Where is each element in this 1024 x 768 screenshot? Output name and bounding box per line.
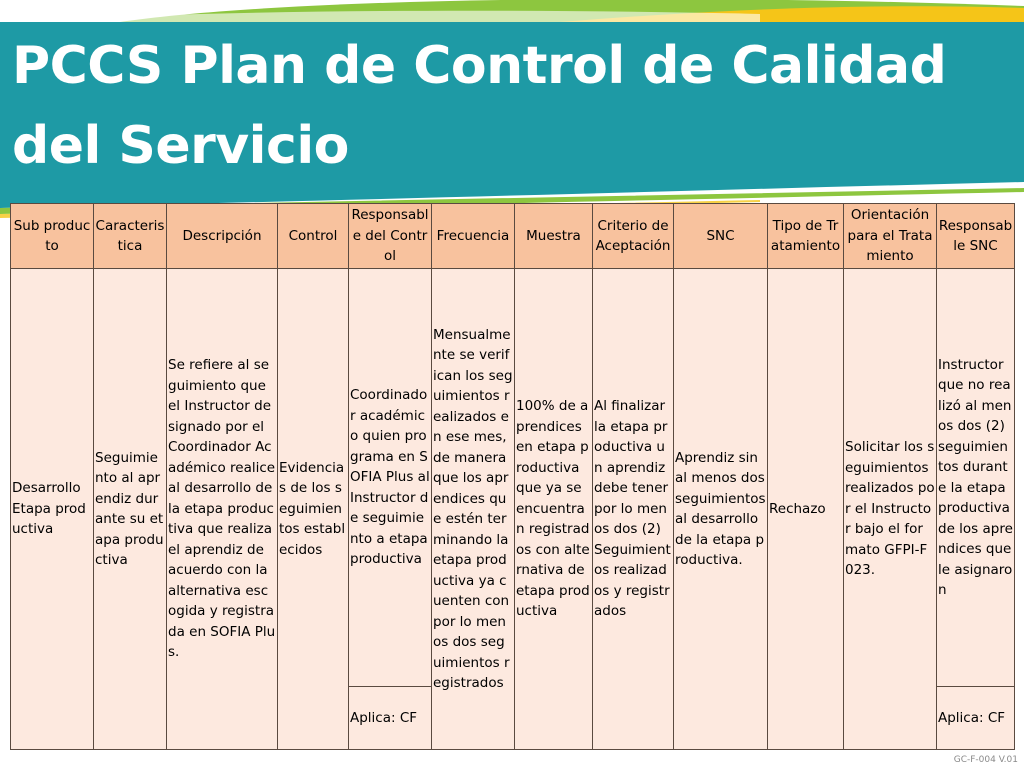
header-control: Control <box>278 204 349 269</box>
cell-muestra: 100% de aprendices en etapa productiva que ya se encuentran registrados con alternativa de etapa productiva <box>515 269 593 750</box>
cell-criterio: Al finalizar la etapa productiva un aprendiz debe tener por lo menos dos (2) Seguimientos realizados y registrados <box>593 269 674 750</box>
page-title: PCCS Plan de Control de Calidad del Servicio <box>12 36 947 176</box>
cell-responsable-control-aplica: Aplica: CF <box>349 687 432 750</box>
cell-caracteristica: Seguimiento al aprendiz durante su etapa productiva <box>94 269 167 750</box>
header-descripcion: Descripción <box>167 204 278 269</box>
cell-sub-producto: Desarrollo Etapa productiva <box>11 269 94 750</box>
cell-responsable-control: Coordinador académico quien programa en SOFIA Plus al Instructor de seguimiento a etapa productiva <box>349 269 432 687</box>
cell-responsable-snc-aplica: Aplica: CF <box>937 687 1015 750</box>
cell-responsable-snc: Instructor que no realizó al menos dos (2) seguimientos durante la etapa productiva de los aprendices que le asignaron <box>937 269 1015 687</box>
header-responsable-snc: Responsable SNC <box>937 204 1015 269</box>
cell-descripcion: Se refiere al seguimiento que el Instructor designado por el Coordinador Académico realice al desarrollo de la etapa productiva que realiza el aprendiz de acuerdo con la alternativa escogida y registrada en SOFIA Plus. <box>167 269 278 750</box>
cell-frecuencia: Mensualmente se verifican los seguimientos realizados en ese mes, de manera que los aprendices que estén terminando la etapa productiva ya cuenten con por lo menos dos seguimientos registrados <box>432 269 515 750</box>
header-orientacion: Orientación para el Tratamiento <box>844 204 937 269</box>
header-tipo-tratamiento: Tipo de Tratamiento <box>768 204 844 269</box>
header-frecuencia: Frecuencia <box>432 204 515 269</box>
cell-tipo-tratamiento: Rechazo <box>768 269 844 750</box>
cell-snc: Aprendiz sin al menos dos seguimientos al desarrollo de la etapa productiva. <box>674 269 768 750</box>
header-snc: SNC <box>674 204 768 269</box>
header-muestra: Muestra <box>515 204 593 269</box>
cell-orientacion: Solicitar los seguimientos realizados por el Instructor bajo el formato GFPI-F023. <box>844 269 937 750</box>
cell-control: Evidencias de los seguimientos establecidos <box>278 269 349 750</box>
header-caracteristica: Caracteristica <box>94 204 167 269</box>
header-row <box>11 204 1015 269</box>
header-responsable-control: Responsable del Control <box>349 204 432 269</box>
header-sub-producto: Sub producto <box>11 204 94 269</box>
table-row <box>11 269 1015 687</box>
header-criterio: Criterio de Aceptación <box>593 204 674 269</box>
quality-control-table <box>10 203 1015 750</box>
footer-document-code: GC-F-004 V.01 <box>953 755 1018 765</box>
